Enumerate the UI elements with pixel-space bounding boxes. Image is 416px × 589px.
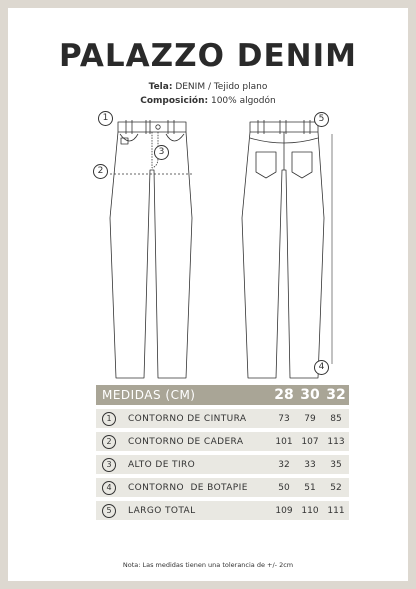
measurements-table xyxy=(96,385,349,520)
back-jeans-drawing xyxy=(242,120,324,378)
row-label: CONTORNO DE BOTAPIE xyxy=(128,482,248,493)
row-label: ALTO DE TIRO xyxy=(128,459,196,470)
row-value: 111 xyxy=(327,505,345,516)
header-size-32: 32 xyxy=(326,387,346,403)
row-label: CONTORNO DE CADERA xyxy=(128,436,244,447)
row-value: 52 xyxy=(330,482,342,493)
row-number: 5 xyxy=(102,504,116,518)
row-value: 101 xyxy=(275,436,293,447)
marker-hip: 2 xyxy=(93,164,108,179)
row-value: 32 xyxy=(278,459,290,470)
fabric-line xyxy=(8,82,408,92)
marker-hem: 4 xyxy=(314,360,329,375)
fabric-value: DENIM / Tejido plano xyxy=(175,82,268,92)
marker-length: 5 xyxy=(314,112,329,127)
table-row xyxy=(96,478,349,497)
table-header xyxy=(96,385,349,405)
marker-waist: 1 xyxy=(98,111,113,126)
row-value: 35 xyxy=(330,459,342,470)
row-value: 73 xyxy=(278,413,290,424)
header-label: MEDIDAS (CM) xyxy=(102,388,196,402)
table-row xyxy=(96,501,349,520)
size-chart-card xyxy=(8,8,408,581)
marker-rise: 3 xyxy=(154,145,169,160)
row-number: 4 xyxy=(102,481,116,495)
row-value: 110 xyxy=(301,505,319,516)
table-row xyxy=(96,455,349,474)
row-value: 109 xyxy=(275,505,293,516)
product-title: PALAZZO DENIM xyxy=(59,38,357,74)
row-label: CONTORNO DE CINTURA xyxy=(128,413,247,424)
composition-value: 100% algodón xyxy=(210,96,276,106)
row-value: 51 xyxy=(304,482,316,493)
row-value: 85 xyxy=(330,413,342,424)
header-size-28: 28 xyxy=(274,387,294,403)
composition-line xyxy=(8,96,408,106)
row-number: 1 xyxy=(102,412,116,426)
row-value: 79 xyxy=(304,413,316,424)
tolerance-note: Nota: Las medidas tienen una tolerancia de +/- 2cm xyxy=(122,561,294,569)
row-label: LARGO TOTAL xyxy=(128,505,196,516)
table-row xyxy=(96,432,349,451)
row-number: 2 xyxy=(102,435,116,449)
row-value: 33 xyxy=(304,459,316,470)
front-jeans-drawing xyxy=(110,120,192,378)
table-row xyxy=(96,409,349,428)
row-number: 3 xyxy=(102,458,116,472)
row-value: 113 xyxy=(327,436,345,447)
fabric-label: Tela: xyxy=(148,82,173,92)
header-size-30: 30 xyxy=(300,387,320,403)
row-value: 50 xyxy=(278,482,290,493)
row-value: 107 xyxy=(301,436,319,447)
jeans-technical-drawing xyxy=(8,108,408,388)
composition-label: Composición: xyxy=(140,96,209,106)
